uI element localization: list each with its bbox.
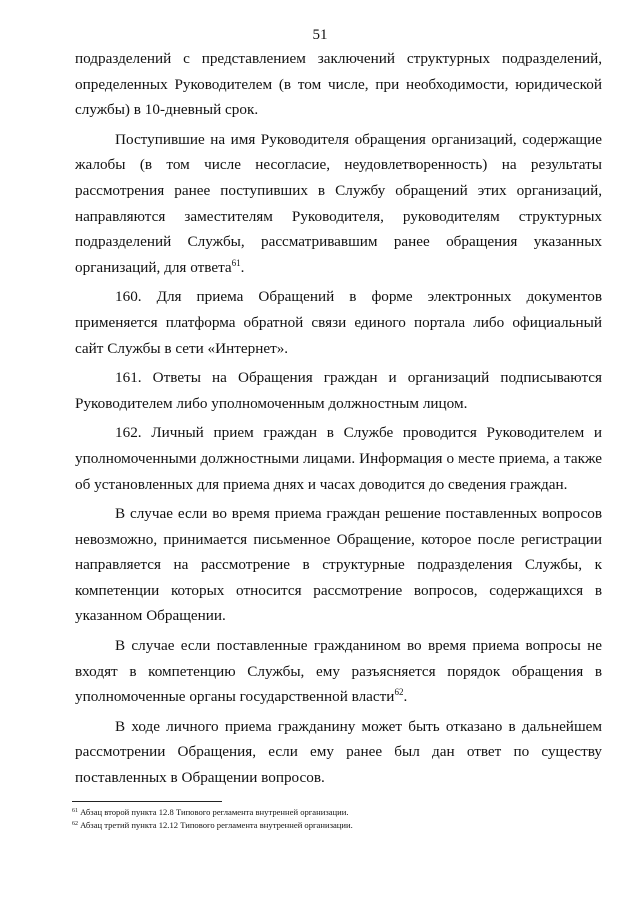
footnote-number: 62 xyxy=(72,821,78,827)
paragraph-tail: . xyxy=(403,688,408,706)
body-text xyxy=(75,46,602,795)
footnotes xyxy=(72,806,602,832)
paragraph-tail: . xyxy=(240,258,245,276)
paragraph-text: В случае если поставленные гражданином во время приема вопросы не входят в компетенцию Службы, ему разъясняется порядок обращения в уполномоченные органы государственной власти xyxy=(75,637,602,706)
paragraph xyxy=(75,127,602,281)
page-number: 51 xyxy=(312,27,328,43)
paragraph xyxy=(75,420,602,497)
footnote-number: 61 xyxy=(72,808,78,814)
footnote-ref[interactable]: 62 xyxy=(394,687,404,698)
paragraph xyxy=(75,365,602,416)
footnote-text: Абзац третий пункта 12.12 Типового регламента внутренней организации. xyxy=(80,820,353,830)
paragraph xyxy=(75,501,602,629)
paragraph xyxy=(75,714,602,791)
paragraph-text: 160. Для приема Обращений в форме электронных документов применяется платформа обратной связи единого портала либо официальный сайт Службы в сети «Интернет». xyxy=(75,288,602,357)
paragraph xyxy=(75,284,602,361)
paragraph-text: В ходе личного приема гражданину может быть отказано в дальнейшем рассмотрении Обращения, если ему ранее был дан ответ по существу поставленных в Обращении вопросов. xyxy=(75,717,602,787)
paragraph xyxy=(75,46,602,123)
paragraph-text: 162. Личный прием граждан в Службе проводится Руководителем и уполномоченными должностными лицами. Информация о месте приема, а также об установленных для приема днях и часах доводится до сведения граждан. xyxy=(75,424,602,493)
paragraph-text: В случае если во время приема граждан решение поставленных вопросов невозможно, принимается письменное Обращение, которое после регистрации направляется на рассмотрение в структурные подразделения Службы, к компетенции которых относится рассмотрение вопросов, содержащихся в указанном Обращении. xyxy=(75,505,602,625)
paragraph-text: подразделений с представлением заключений структурных подразделений, определенных Руководителем (в том числе, при необходимости, юридической службы) в 10-дневный срок. xyxy=(75,50,602,119)
footnote-ref[interactable]: 61 xyxy=(231,257,241,268)
paragraph xyxy=(75,633,602,710)
footnote-divider xyxy=(72,801,222,802)
footnote-text: Абзац второй пункта 12.8 Типового регламента внутренней организации. xyxy=(80,807,349,817)
paragraph-text: 161. Ответы на Обращения граждан и организаций подписываются Руководителем либо уполномоченным должностным лицом. xyxy=(75,369,602,412)
footnote xyxy=(72,819,602,832)
paragraph-text: Поступившие на имя Руководителя обращения организаций, содержащие жалобы (в том числе несогласие, неудовлетворенность) на результаты рассмотрения ранее поступивших в Службу обращений этих организаций, направляются заместителям Руководителя, руководителям структурных подразделений Службы, рассматривавшим ранее обращения указанных организаций, для ответа xyxy=(75,130,602,276)
footnote xyxy=(72,806,602,819)
